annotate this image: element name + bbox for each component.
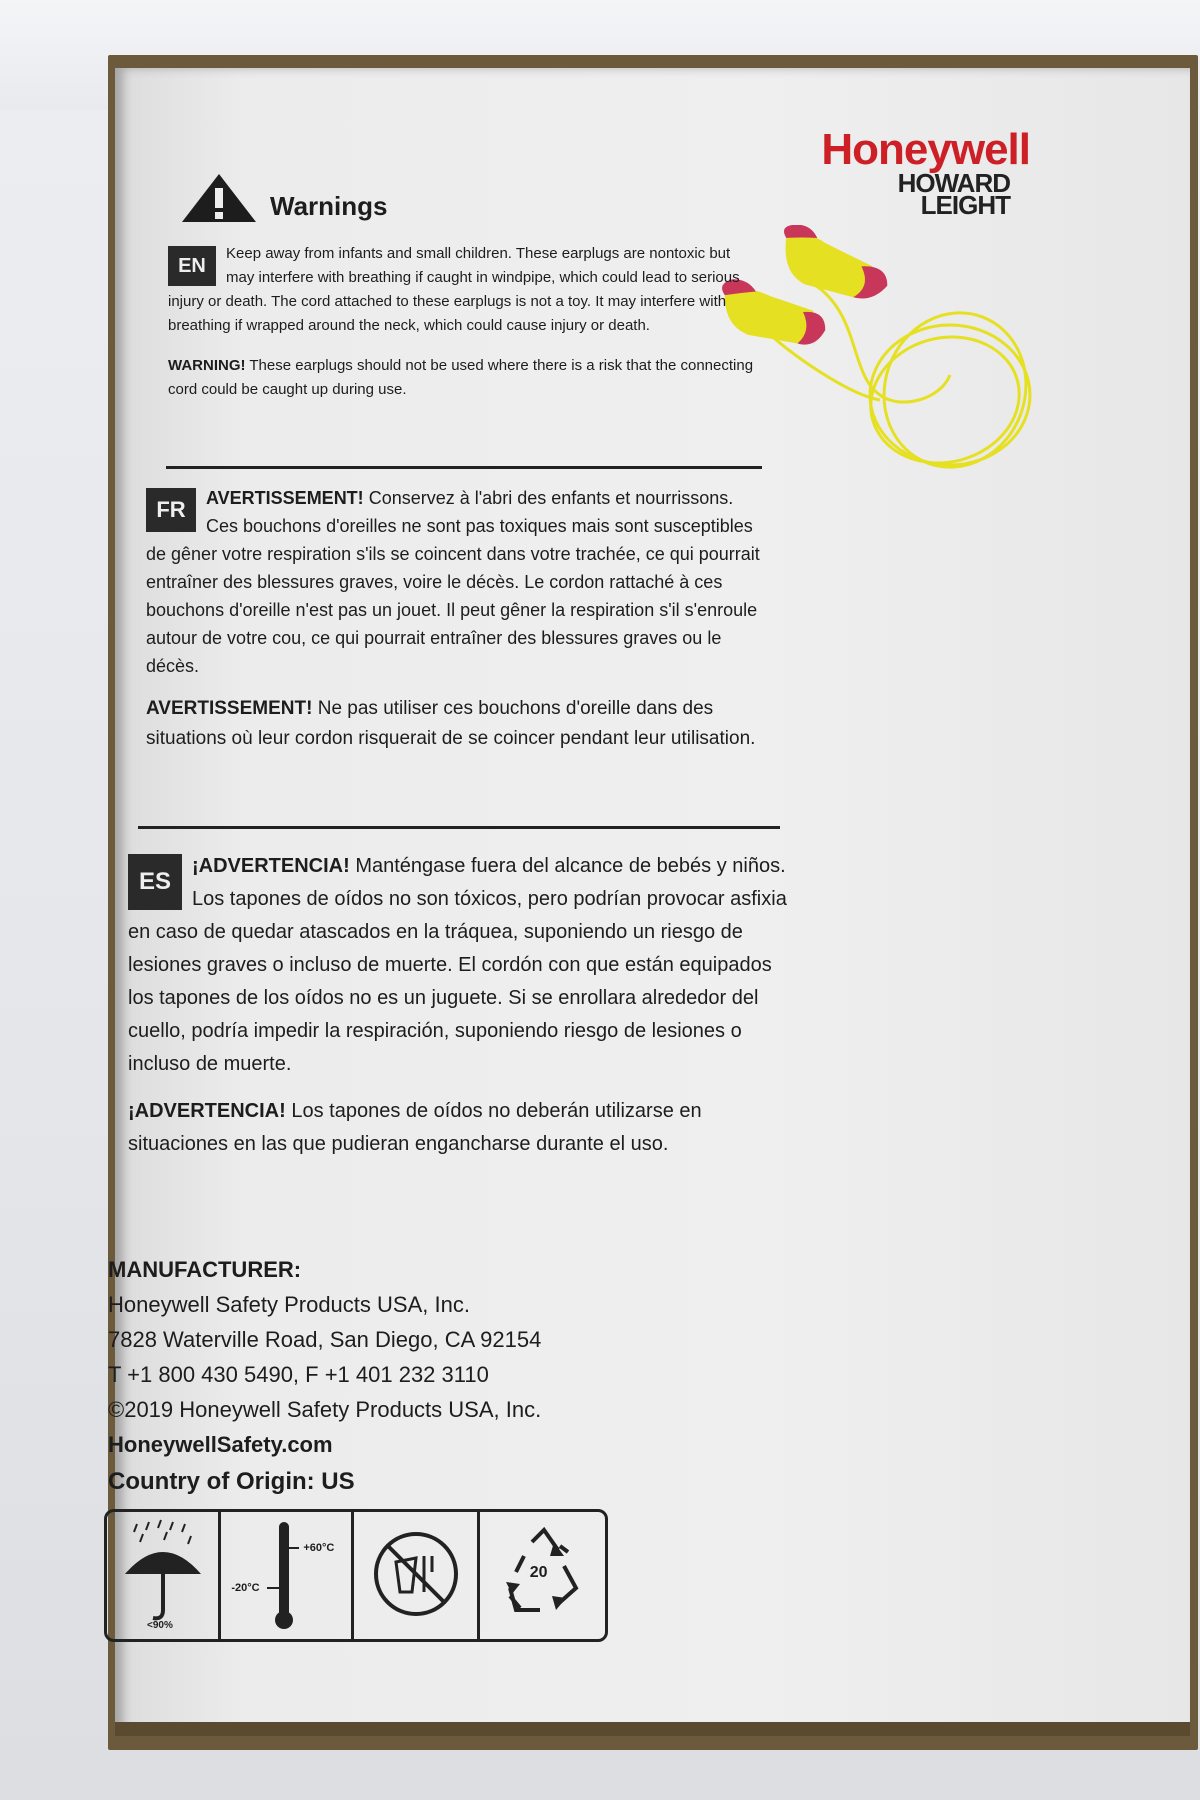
warnings-title: Warnings [270,191,388,221]
warning-label-en: WARNING! [168,357,246,374]
warning-lead-text-es: Manténgase fuera del alcance de bebés y niños. Los tapones de oídos no son tóxicos, pero podrían provocar asfixia en caso de quedar atascados en la tráquea, suponiendo un riesgo de lesiones graves o incluso de muerte. El cordón con que están equipados los tapones de los oídos no es un juguete. Si se enrollara alrededor del cuello, podría impedir la respiración, suponiendo riesgo de lesiones o incluso de muerte. [128,855,787,1075]
lang-badge-es: ES [128,854,182,910]
manufacturer-company: Honeywell Safety Products USA, Inc. [108,1292,470,1317]
warning-section-en [168,242,760,402]
temp-high-label: +60°C [303,1542,335,1554]
symbol-temperature [221,1512,353,1639]
symbol-recycle [480,1512,605,1639]
symbol-keep-dry [107,1512,221,1639]
temp-low-label: -20°C [231,1582,260,1594]
warning-section-es [128,850,788,1161]
warning-label-es: ¡ADVERTENCIA! [128,1100,286,1122]
brand-name: Honeywell [821,125,1030,174]
warning-cord-text-es: Los tapones de oídos no deberán utilizarse en situaciones en las que pudieran engancharse durante el uso. [128,1100,702,1155]
manufacturer-label: MANUFACTURER: [108,1257,302,1282]
symbol-no-food [354,1512,480,1639]
recycle-code: 20 [529,1564,548,1581]
warning-text-en: Keep away from infants and small children. These earplugs are nontoxic but may interfere with breathing if caught in windpipe, which could lead to serious injury or death. The cord attached to these earplugs is not a toy. It may interfere with breathing if wrapped around the neck, which could cause injury or death. [168,245,740,334]
no-food-contact-icon [354,1512,478,1639]
country-of-origin: Country of Origin: US [108,1468,355,1495]
warning-cord-en [168,354,760,402]
brand-logo [740,125,1030,220]
manufacturer-phone: T +1 800 430 5490, F +1 401 232 3110 [108,1362,489,1387]
manufacturer-website: HoneywellSafety.com [108,1432,333,1457]
warnings-header [180,172,387,224]
thermometer-icon [221,1512,351,1639]
manufacturer-address: 7828 Waterville Road, San Diego, CA 92154 [108,1327,542,1352]
lang-badge-en: EN [168,246,216,286]
warning-label-fr: AVERTISSEMENT! [146,698,313,719]
manufacturer-copyright: ©2019 Honeywell Safety Products USA, Inc. [108,1397,542,1422]
warning-lead-label-es: ¡ADVERTENCIA! [192,855,350,877]
earplug-right [772,225,897,305]
warning-cord-text-en: These earplugs should not be used where there is a risk that the connecting cord could be caught up during use. [168,357,754,398]
divider-1 [166,466,762,469]
warning-cord-fr [146,694,766,754]
brand-sub-line2: LEIGHT [920,190,1010,220]
warning-text-es [128,850,788,1081]
divider-2 [138,826,780,829]
handling-symbols [104,1509,608,1642]
manufacturer-info [108,1252,808,1499]
warning-cord-es [128,1095,788,1161]
humidity-label: <90% [147,1620,173,1631]
warning-lead-text-fr: Conservez à l'abri des enfants et nourrissons. Ces bouchons d'oreilles ne sont pas toxiques mais sont susceptibles de gêner votre respiration s'ils se coincent dans votre trachée, ce qui pourrait entraîner des blessures graves, voire le décès. Le cordon rattaché à ces bouchons d'oreille n'est pas un jouet. Il peut gêner la respiration s'il s'enroule autour de votre cou, ce qui pourrait entraîner des blessures graves ou le décès. [146,488,760,676]
warning-section-fr [146,484,766,754]
lang-badge-fr: FR [146,488,196,532]
warning-cord-text-fr: Ne pas utiliser ces bouchons d'oreille dans des situations où leur cordon risquerait de se coincer pendant leur utilisation. [146,698,756,749]
warning-triangle-icon [180,172,258,224]
warning-text-fr [146,484,766,680]
brand-sub-line1: HOWARD [897,168,1010,198]
warning-lead-label-fr: AVERTISSEMENT! [206,488,364,508]
